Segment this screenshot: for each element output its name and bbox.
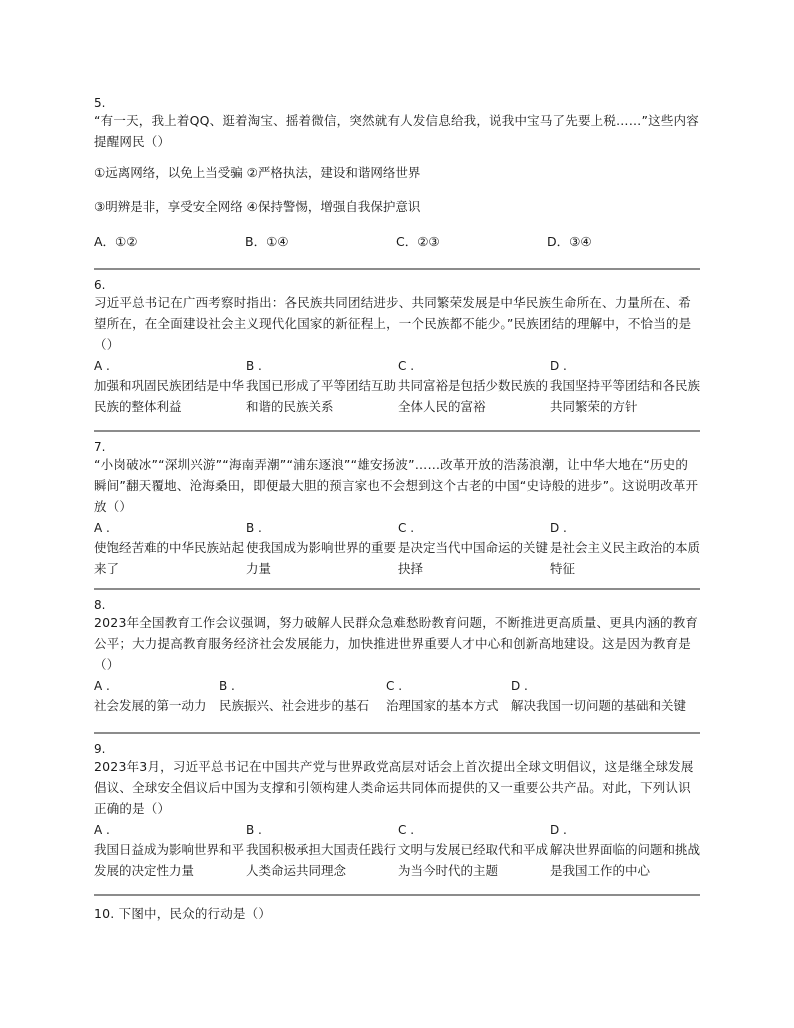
- option-label: B .: [246, 823, 262, 837]
- option-label: D .: [550, 823, 567, 837]
- option-b[interactable]: [219, 677, 386, 716]
- option-text: 使我国成为影响世界的重要力量: [246, 540, 397, 576]
- question-number: 6.: [94, 278, 106, 292]
- option-text: 我国日益成为影响世界和平发展的决定性力量: [94, 842, 245, 878]
- option-a[interactable]: [94, 677, 219, 716]
- answer-options: [94, 519, 700, 579]
- answer-options: [94, 357, 700, 417]
- question-number: 7.: [94, 440, 106, 454]
- question-stem: 习近平总书记在广西考察时指出：各民族共同团结进步、共同繁荣发展是中华民族生命所在、力量所在、希望所在，在全面建设社会主义现代化国家的新征程上，一个民族都不能少。”民族团结的理解中，不恰当的是（）: [94, 295, 692, 352]
- question-10: [94, 903, 700, 924]
- option-a[interactable]: [94, 519, 246, 579]
- option-c[interactable]: [398, 357, 550, 417]
- option-label: B .: [246, 359, 262, 373]
- question-5: [94, 96, 700, 250]
- option-label: C .: [398, 823, 415, 837]
- option-label: A .: [94, 359, 110, 373]
- divider: [94, 894, 700, 896]
- question-stem: “有一天，我上着QQ、逛着淘宝、摇着微信，突然就有人发信息给我，说我中宝马了先要上税……”这些内容提醒网民（）: [94, 113, 699, 149]
- option-label: C .: [398, 521, 415, 535]
- option-text: 我国积极承担大国责任践行人类命运共同理念: [246, 842, 397, 878]
- answer-options: [94, 677, 700, 716]
- option-b[interactable]: [246, 821, 398, 881]
- question-stem: 10. 下图中，民众的行动是（）: [94, 906, 272, 921]
- option-label: B .: [219, 679, 235, 693]
- option-text: 加强和巩固民族团结是中华民族的整体利益: [94, 378, 245, 414]
- option-label: A .: [94, 679, 110, 693]
- option-b[interactable]: B．①④: [245, 234, 289, 249]
- option-text: 共同富裕是包括少数民族的全体人民的富裕: [398, 378, 549, 414]
- option-text: 解决我国一切问题的基础和关键: [511, 698, 687, 713]
- option-c[interactable]: [398, 519, 550, 579]
- option-c[interactable]: C．②③: [396, 234, 440, 249]
- question-7: [94, 440, 700, 579]
- divider: [94, 268, 700, 270]
- option-label: A .: [94, 823, 110, 837]
- statement-line: ①远离网络，以免上当受骗 ②严格执法，建设和谐网络世界: [94, 165, 421, 180]
- answer-options: [94, 821, 700, 881]
- option-a[interactable]: A．①②: [94, 234, 138, 249]
- question-number: 9.: [94, 742, 106, 756]
- option-text: 是社会主义民主政治的本质特征: [550, 540, 700, 576]
- option-text: 我国已形成了平等团结互助和谐的民族关系: [246, 378, 397, 414]
- question-8: [94, 598, 700, 716]
- option-label: D .: [511, 679, 528, 693]
- option-c[interactable]: [398, 821, 550, 881]
- option-a[interactable]: [94, 357, 246, 417]
- statement-line: ③明辨是非，享受安全网络 ④保持警惕，增强自我保护意识: [94, 199, 421, 214]
- option-label: B .: [246, 521, 262, 535]
- question-9: [94, 742, 700, 881]
- option-text: 使饱经苦难的中华民族站起来了: [94, 540, 245, 576]
- option-label: D .: [550, 521, 567, 535]
- option-text: 民族振兴、社会进步的基石: [219, 698, 370, 713]
- option-d[interactable]: [550, 821, 700, 881]
- divider: [94, 430, 700, 432]
- option-label: C .: [386, 679, 403, 693]
- divider: [94, 732, 700, 734]
- option-d[interactable]: [511, 677, 700, 716]
- option-a[interactable]: [94, 821, 246, 881]
- option-d[interactable]: [550, 519, 700, 579]
- option-text: 治理国家的基本方式: [386, 698, 499, 713]
- question-6: [94, 278, 700, 417]
- question-stem: “小岗破冰”“深圳兴游”“海南弄潮”“浦东逐浪”“雄安扬波”……改革开放的浩荡浪潮，让中华大地在“历史的瞬间”翻天覆地、沧海桑田，即便最大胆的预言家也不会想到这个古老的中国“史诗般的进步”。这说明改革开放（）: [94, 457, 699, 514]
- option-label: C .: [398, 359, 415, 373]
- option-text: 文明与发展已经取代和平成为当今时代的主题: [398, 842, 549, 878]
- option-text: 解决世界面临的问题和挑战是我国工作的中心: [550, 842, 700, 878]
- option-c[interactable]: [386, 677, 511, 716]
- question-stem: 2023年3月，习近平总书记在中国共产党与世界政党高层对话会上首次提出全球文明倡议，这是继全球发展倡议、全球安全倡议后中国为支撑和引领构建人类命运共同体而提供的又一重要公共产品。对此，下列认识正确的是（）: [94, 759, 694, 816]
- option-d[interactable]: D．③④: [547, 234, 592, 249]
- option-text: 是决定当代中国命运的关键抉择: [398, 540, 549, 576]
- question-number: 5.: [94, 96, 106, 110]
- option-text: 我国坚持平等团结和各民族共同繁荣的方针: [550, 378, 700, 414]
- option-label: A .: [94, 521, 110, 535]
- divider: [94, 588, 700, 590]
- answer-options: [94, 232, 700, 250]
- option-b[interactable]: [246, 519, 398, 579]
- option-b[interactable]: [246, 357, 398, 417]
- question-stem: 2023年全国教育工作会议强调，努力破解人民群众急难愁盼教育问题，不断推进更高质量、更具内涵的教育公平；大力提高教育服务经济社会发展能力，加快推进世界重要人才中心和创新高地建设。这是因为教育是（）: [94, 615, 699, 672]
- option-d[interactable]: [550, 357, 700, 417]
- option-text: 社会发展的第一动力: [94, 698, 207, 713]
- option-label: D .: [550, 359, 567, 373]
- question-number: 8.: [94, 598, 106, 612]
